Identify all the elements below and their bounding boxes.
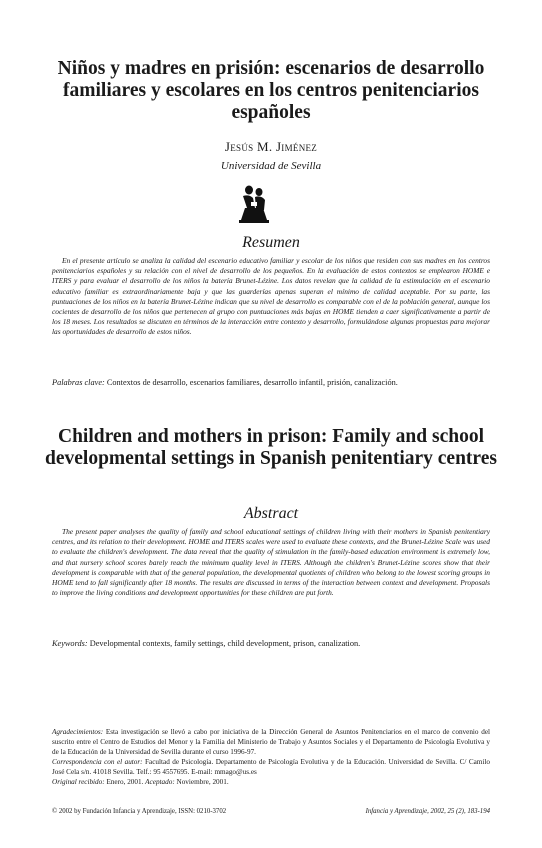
received-label: Original recibido: — [52, 778, 105, 786]
correspondence-text: Facultad de Psicología. Departamento de Psicología Evolutiva y de la Educación. Universidad de Sevilla. C/ Camilo José Cela s/n. 41018 Sevilla. Telf.: 95 4557695. E-mail: mmago@us.es — [52, 758, 490, 776]
spanish-keywords — [52, 377, 490, 389]
correspondence-note — [52, 757, 490, 777]
author-name: Jesús M. Jiménez — [224, 139, 318, 154]
received-date: Enero, 2001. — [106, 778, 144, 786]
spanish-title: Niños y madres en prisión: escenarios de desarrollo familiares y escolares en los centros penitenciarios españoles — [57, 58, 485, 123]
abstract-heading: Abstract — [243, 505, 299, 522]
abstract-text: The present paper analyses the quality of family and school educational settings of children living with their mothers in Spanish penitentiary centres, and its relation to their development. HOME and ITERS scales were used to evaluate these contexts, and the Brunet-Lézine Scale was used to evaluate the children's development. The data reveal that the quality of stimulation in the family-based education environment is extremely low, and that nursery school scores barely reach the minimum quality level in ITERS. Although the children's Brunet-Lézine scores show that their development is comparable with that of the general population, the developmental quotients of children who belong to the lowest scoring groups in HOME tend to fall significantly after 18 months. The results are discussed in terms of the interaction between context and development. Proposals to improve the living conditions and development opportunities for these children are put forth. — [52, 527, 490, 598]
english-keywords-label: Keywords: — [52, 639, 88, 648]
correspondence-label: Correspondencia con el autor: — [52, 758, 143, 766]
acknowledgements-text: Esta investigación se llevó a cabo por iniciativa de la Dirección General de Asuntos Penitenciarios en el marco de convenio del suscrito entre el Centro de Estudios del Menor y la Familia del Ministerio de Trabajo y Asuntos Sociales y el Departamento de Psicología Evolutiva y de la Educación de la Universidad de Sevilla durante el curso 1996-97. — [52, 728, 491, 756]
author-affiliation: Universidad de Sevilla — [220, 160, 322, 172]
journal-citation: Infancia y Aprendizaje, 2002, 25 (2), 183-194 — [365, 808, 490, 815]
acknowledgements-label: Agradecimientos: — [52, 728, 104, 736]
resumen-heading: Resumen — [242, 234, 300, 251]
copyright-line: © 2002 by Fundación Infancia y Aprendizaje, ISSN: 0210-3702 — [52, 808, 227, 815]
footnotes — [52, 727, 490, 787]
resumen-text: En el presente artículo se analiza la calidad del escenario educativo familiar y escolar de los niños que residen con sus madres en los centros penitenciarios españoles y su relación con el nivel de desarrollo de los pequeños. En la evaluación de estos contextos se emplearon HOME e ITERS y para evaluar el desarrollo de los niños la batería Brunet-Lézine. Los datos revelan que la calidad de la estimulación en el escenario educativo familiar es extraordinariamente baja y que las guarderías apenas superan el mínimo de calidad aceptable. Por su parte, las puntuaciones de los niños en la batería Brunet-Lézine indican que su nivel de desarrollo es comparable con el de la población general, aunque los cocientes de desarrollo de los niños que pertenecen al grupo con puntuaciones más bajas en HOME tienden a caer significativamente a partir de los 18 meses. Los resultados se discuten en términos de la interacción entre contexto y desarrollo, formulándose algunas propuestas para mejorar las oportunidades de desarrollo de estos niños. — [52, 256, 490, 337]
acknowledgements-note — [52, 727, 490, 757]
accepted-date: Noviembre, 2001. — [176, 778, 229, 786]
accepted-label: Aceptado: — [145, 778, 175, 786]
spanish-keywords-list: Contextos de desarrollo, escenarios familiares, desarrollo infantil, prisión, canalización. — [106, 378, 398, 387]
publisher-emblem-icon — [237, 184, 271, 226]
spanish-keywords-label: Palabras clave: — [52, 378, 105, 387]
english-keywords — [52, 638, 490, 650]
dates-note — [52, 777, 490, 787]
english-title: Children and mothers in prison: Family and school developmental settings in Spanish penitentiary centres — [45, 426, 497, 469]
english-keywords-list: Developmental contexts, family settings, child development, prison, canalization. — [89, 639, 361, 648]
